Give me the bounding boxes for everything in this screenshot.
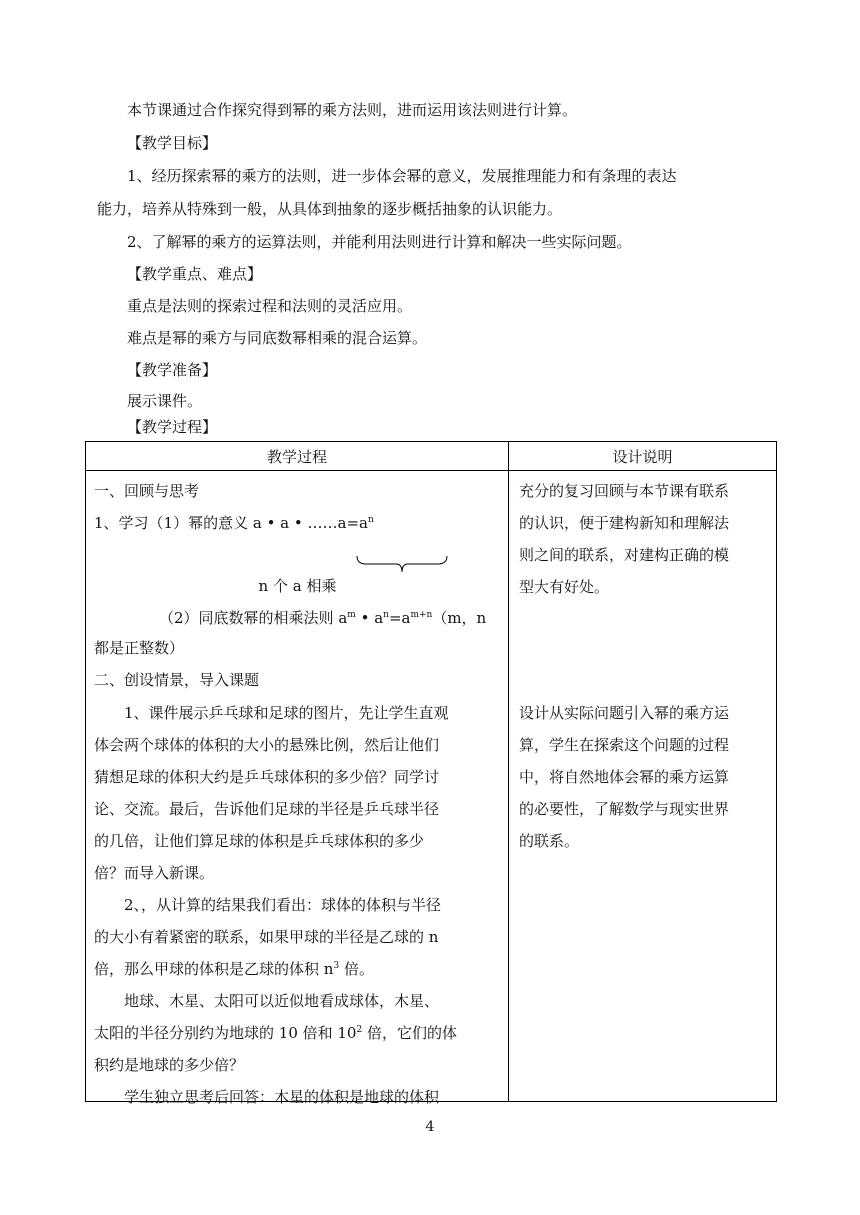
goal-1-line-1: 1、经历探索幂的乘方的法则，进一步体会幂的意义，发展推理能力和有条理的表达 bbox=[127, 167, 677, 185]
paragraph-1-line-1: 1、课件展示乒乓球和足球的图片，先让学生直观 bbox=[124, 704, 449, 722]
power-meaning-line: 1、学习（1）幂的意义 a • a • $\dots\dots a=a^n$ bbox=[94, 514, 374, 532]
design-notes-cell bbox=[509, 471, 777, 1102]
note-1-line-3: 则之间的联系，对建构正确的模 bbox=[519, 546, 730, 564]
same-base-rule-line-2: 都是正整数） bbox=[94, 639, 185, 657]
paragraph-1-line-2: 体会两个球体的体积的大小的悬殊比例，然后让他们 bbox=[94, 736, 440, 754]
paragraph-1-line-6: 倍？而导入新课。 bbox=[94, 864, 215, 882]
paragraph-1-line-5: 的几倍，让他们算足球的体积是乒乓球体积的多少 bbox=[94, 832, 425, 850]
section-1-title: 一、回顾与思考 bbox=[94, 482, 200, 500]
note-2-line-1: 设计从实际问题引入幂的乘方运 bbox=[519, 704, 730, 722]
paragraph-3-line-3: 积约是地球的多少倍？ bbox=[94, 1056, 245, 1074]
paragraph-2-line-1: 2、，从计算的结果我们看出：球体的体积与半径 bbox=[124, 896, 442, 914]
note-2-line-3: 中，将自然地体会幂的乘方运算 bbox=[519, 768, 730, 786]
column-header-process: 教学过程 bbox=[86, 442, 509, 471]
section-2-title: 二、创设情景，导入课题 bbox=[94, 671, 260, 689]
process-cell bbox=[86, 471, 509, 1106]
key-point: 重点是法则的探索过程和法则的灵活应用。 bbox=[127, 297, 413, 315]
note-2-line-5: 的联系。 bbox=[519, 832, 580, 850]
paragraph-3-line-1: 地球、木星、太阳可以近似地看成球体，木星、 bbox=[124, 992, 440, 1010]
goals-heading: 【教学目标】 bbox=[127, 134, 218, 152]
paragraph-1-line-4: 论、交流。最后，告诉他们足球的半径是乒乓球半径 bbox=[94, 800, 440, 818]
note-2-line-2: 算，学生在探索这个问题的过程 bbox=[519, 736, 730, 754]
teaching-process-table bbox=[85, 441, 777, 1106]
paragraph-2-line-2: 的大小有着紧密的联系，如果甲球的半径是乙球的 n bbox=[94, 928, 439, 946]
summary-paragraph: 本节课通过合作探究得到幂的乘方法则，进而运用该法则进行计算。 bbox=[127, 101, 578, 119]
key-difficulty-heading: 【教学重点、难点】 bbox=[127, 265, 263, 283]
difficulty: 难点是幂的乘方与同底数幂相乘的混合运算。 bbox=[127, 329, 428, 347]
preparation: 展示课件。 bbox=[127, 392, 203, 410]
goal-2: 2、了解幂的乘方的运算法则，并能利用法则进行计算和解决一些实际问题。 bbox=[127, 233, 632, 251]
same-base-rule-line: （2）同底数幂的相乘法则 $a^m$ • $a^n=a^{m+n}(m$，n bbox=[159, 609, 487, 627]
goal-1-line-2: 能力，培养从特殊到一般，从具体到抽象的逐步概括抽象的认识能力。 bbox=[97, 200, 563, 218]
page-number: 4 bbox=[425, 1119, 435, 1135]
note-2-line-4: 的必要性，了解数学与现实世界 bbox=[519, 800, 730, 818]
brace-label: n 个 a 相乘 bbox=[258, 577, 337, 595]
process-heading: 【教学过程】 bbox=[127, 418, 218, 436]
preparation-heading: 【教学准备】 bbox=[127, 361, 218, 379]
underbrace-icon bbox=[356, 555, 448, 573]
column-header-notes: 设计说明 bbox=[509, 442, 777, 471]
note-1-line-1: 充分的复习回顾与本节课有联系 bbox=[519, 482, 730, 500]
paragraph-4-line-1: 学生独立思考后回答：木星的体积是地球的体积 bbox=[124, 1088, 440, 1106]
paragraph-1-line-3: 猜想足球的体积大约是乒乓球体积的多少倍？同学讨 bbox=[94, 768, 440, 786]
power-formula: a • a • ……a=a bbox=[252, 514, 368, 532]
note-1-line-2: 的认识，便于建构新知和理解法 bbox=[519, 514, 730, 532]
paragraph-2-line-3: 倍，那么甲球的体积是乙球的体积 $n^3$ 倍。 bbox=[94, 960, 374, 978]
note-1-line-4: 型大有好处。 bbox=[519, 578, 610, 596]
paragraph-3-line-2: 太阳的半径分别约为地球的 10 倍和 $10^2$ 倍，它们的体 bbox=[94, 1024, 457, 1042]
